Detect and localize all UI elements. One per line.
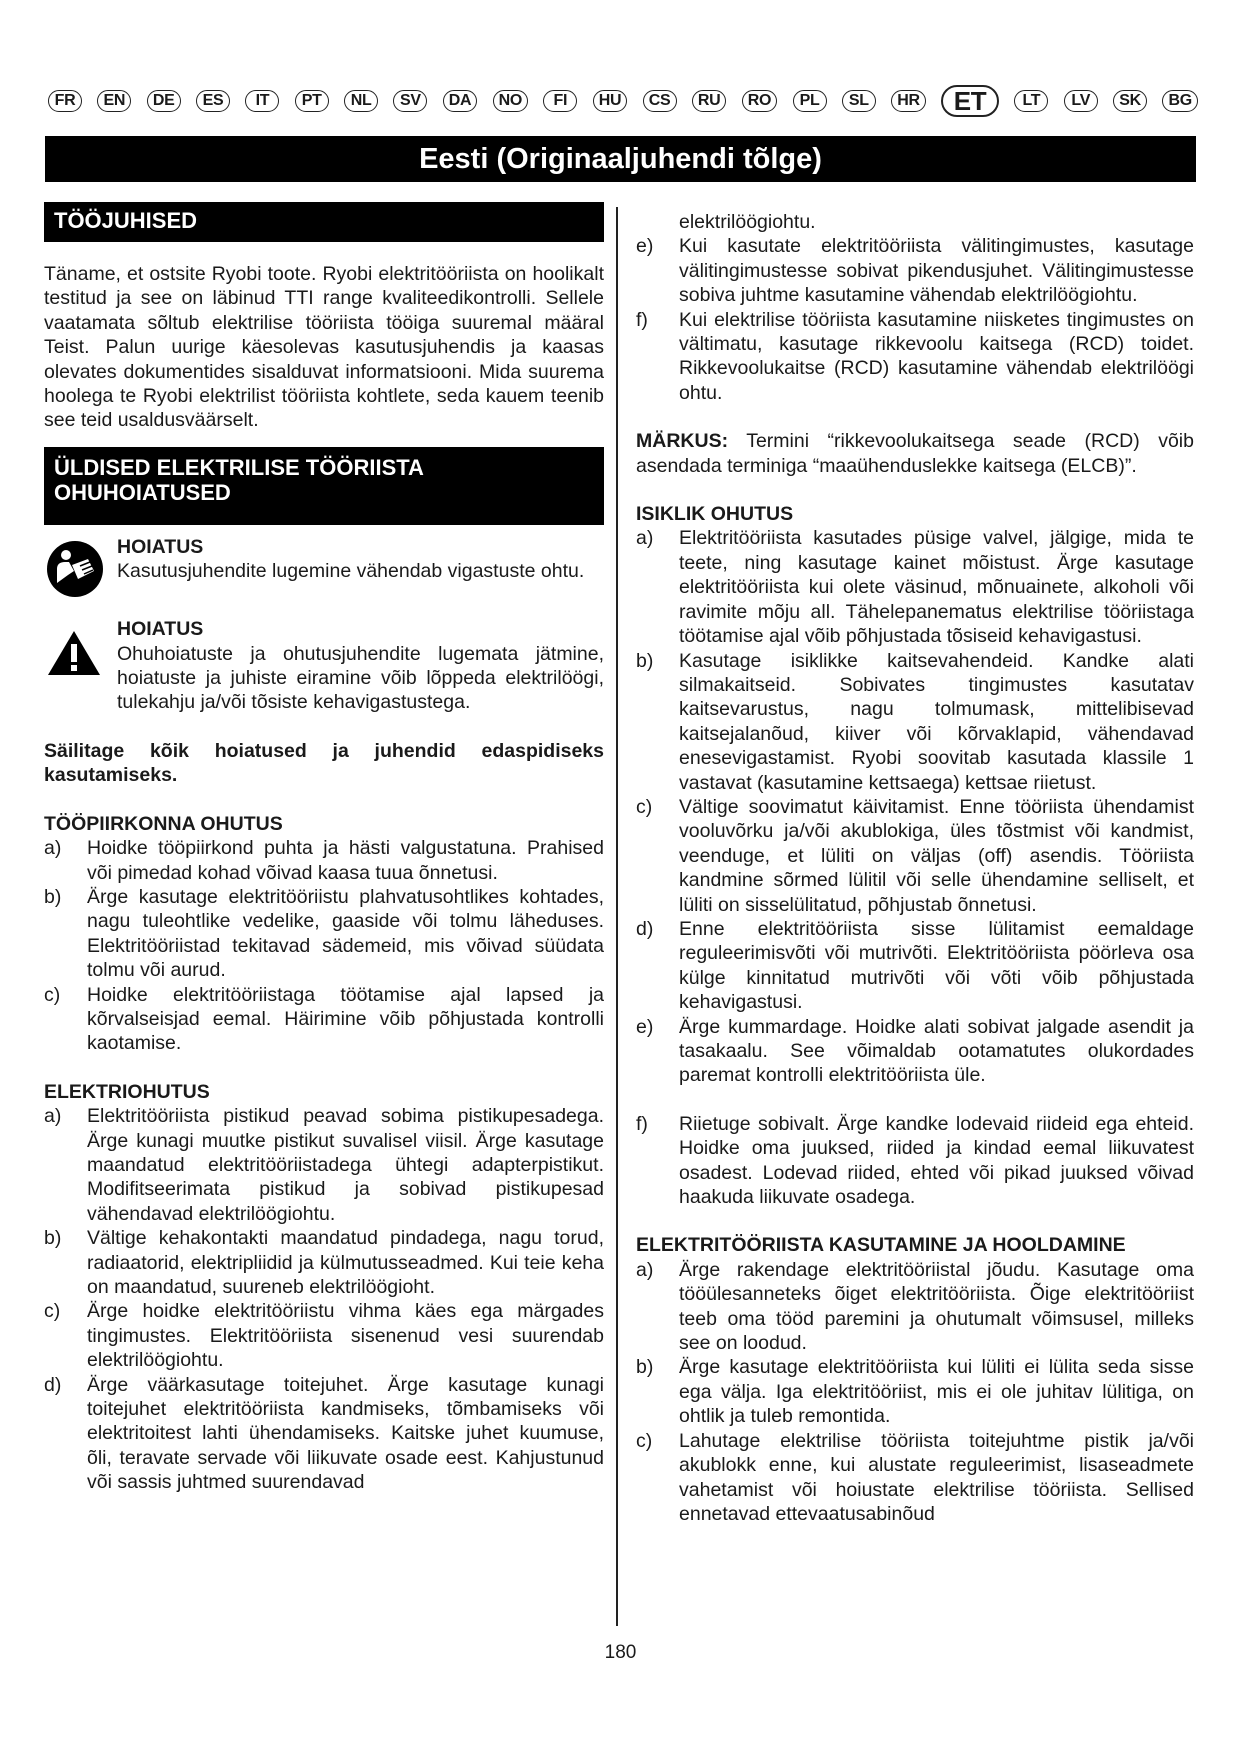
column-divider — [616, 207, 618, 1626]
read-manual-icon — [44, 535, 117, 603]
language-tab-de: DE — [147, 90, 181, 112]
list-item-label: b) — [44, 885, 62, 908]
list-item-label: a) — [636, 527, 654, 550]
electrical-safety-heading: ELEKTRIOHUTUS — [44, 1080, 210, 1103]
list-item — [636, 1112, 1194, 1210]
list-item — [636, 1015, 1194, 1088]
list-item — [636, 308, 1194, 406]
list-item-label: d) — [44, 1373, 62, 1396]
language-tab-es: ES — [196, 90, 230, 112]
page-number: 180 — [604, 1642, 637, 1663]
list-item-label: f) — [636, 308, 648, 331]
intro-paragraph: Täname, et ostsite Ryobi toote. Ryobi elektritööriista on hoolikalt testitud ja see on läbinud TTI range kvaliteedikontrolli. Sellele vaatamata sõltub elektrilise tööriista tööiga suuremal määral Teist. Palun uurige käesolevas kasutusjuhendis ja kaasas olevates dokumentides sisalduvat informatsiooni. Mida suurema hoolega te Ryobi elektrilist tööriista kohtlete, seda kauem teenib see teid usaldusväärselt. — [44, 263, 604, 432]
warning-text: Kasutusjuhendite lugemine vähendab vigastuste ohtu. — [117, 560, 585, 583]
list-item-text: Ärge rakendage elektritööriistal jõudu. Kasutage oma tööülesanneteks õiget elektritööriista. Õige elektritööriist teeb oma tööd paremini ja ohutumalt võimsusel, milleks see on loodud. — [679, 1258, 1194, 1355]
list-item — [636, 1355, 1194, 1428]
list-item-label: a) — [44, 837, 62, 860]
continued-text: elektrilöögiohtu. — [679, 211, 816, 233]
language-tab-it: IT — [245, 90, 279, 112]
list-item — [44, 1104, 604, 1226]
electrical-list — [44, 1104, 604, 1495]
list-item — [44, 836, 604, 885]
keep-instructions-note: Säilitage kõik hoiatused ja juhendid edaspidiseks kasutamiseks. — [44, 739, 604, 787]
work-area-safety-heading: TÖÖPIIRKONNA OHUTUS — [44, 812, 283, 835]
language-tab-fi: FI — [543, 90, 577, 112]
list-item-label: a) — [44, 1105, 62, 1128]
language-tab-ro: RO — [742, 90, 777, 112]
language-tab-pl: PL — [793, 90, 827, 112]
list-item — [44, 1373, 604, 1495]
list-item-label: f) — [636, 1112, 648, 1135]
left-column — [44, 202, 604, 1495]
list-item — [636, 526, 1194, 648]
page-title: Eesti (Originaaljuhendi tõlge) — [45, 136, 1196, 182]
right-column — [636, 210, 1194, 1526]
list-item — [44, 1299, 604, 1372]
language-tab-lv: LV — [1064, 90, 1098, 112]
list-item-text: Vältige kehakontakti maandatud pindadega, nagu torud, radiaatorid, elektripliidid ja külmutusseadmed. Kui teie keha on maandatud, suureneb elektrilöögioht. — [87, 1227, 604, 1298]
list-item-label: a) — [636, 1258, 654, 1281]
list-item-text: Vältige soovimatut käivitamist. Enne tööriista ühendamist vooluvõrku ja/või akublokiga, üles tõstmist või kandmist, veenduge, et lüliti on väljas (off) asendis. Tööriista kandmine sõrmed lülitil või selle ühendamine selliselt, et lüliti on sisselülitatud, põhjustab õnnetusi. — [679, 795, 1194, 916]
list-item — [636, 649, 1194, 795]
list-item-text: Ärge hoidke elektritööriistu vihma käes ega märgades tingimustes. Elektritööriista sisenenud vesi suurendab elektrilöögiohtu. — [87, 1300, 604, 1372]
electrical-list-continued — [636, 234, 1194, 405]
personal-safety-heading: ISIKLIK OHUTUS — [636, 503, 794, 526]
language-tab-sl: SL — [842, 90, 876, 112]
list-item-text: Kui elektrilise tööriista kasutamine niisketes tingimustes on vältimatu, kasutage rikkevoolu kaitsega (RCD) toidet. Rikkevoolukaitse (RCD) kasutamine vähendab elektrilöögi ohtu. — [679, 308, 1194, 404]
list-item-label: c) — [636, 1429, 653, 1452]
warning-title: HOIATUS — [117, 618, 204, 641]
list-item-label: c) — [44, 983, 61, 1006]
list-item-text: Kui kasutate elektritööriista välitingimustes, kasutage välitingimustesse sobivat pikendusjuhet. Välitingimustesse sobiva juhtme kasutamine vähendab elektrilöögiohtu. — [679, 235, 1194, 307]
tool-use-heading: ELEKTRITÖÖRIISTA KASUTAMINE JA HOOLDAMINE — [636, 1234, 1126, 1257]
personal-safety-list — [636, 526, 1194, 1209]
language-tab-nl: NL — [344, 90, 378, 112]
list-item-text: Riietuge sobivalt. Ärge kandke lodevaid riideid ega ehteid. Hoidke oma juuksed, riided ja kindad eemal liikuvatest osadest. Lodevad riided, ehted või pikad juuksed võivad haakuda liikuvate osadega. — [679, 1112, 1194, 1209]
list-item — [636, 795, 1194, 917]
list-item — [636, 234, 1194, 307]
language-tab-lt: LT — [1014, 90, 1048, 112]
section-heading-instructions: TÖÖJUHISED — [44, 202, 604, 242]
list-item — [44, 1226, 604, 1299]
warning-text: Ohuhoiatuste ja ohutusjuhendite lugemata jätmine, hoiatuste ja juhiste eiramine võib lõppeda elektrilöögi, tulekahju ja/või tõsiste kehavigastustega. — [117, 642, 604, 714]
list-item-label: b) — [636, 649, 654, 672]
list-item-label: c) — [636, 795, 653, 818]
list-item — [636, 917, 1194, 1015]
work-area-list — [44, 836, 604, 1056]
language-tab-sk: SK — [1113, 90, 1147, 112]
note-text: Termini “rikkevoolukaitsega seade (RCD) võib asendada terminiga “maaühenduslekke kaitsega (ELCB)”. — [636, 430, 1194, 477]
list-item-text: Elektritööriista pistikud peavad sobima pistikupesadega. Ärge kunagi muutke pistikut suvalisel viisil. Ärge kasutage maandatud elektritööriistadega ühtegi adapterpistikut. Modifitseerimata pistikud ja sobivad pistikupesad vähendavad elektrilöögiohtu. — [87, 1105, 604, 1225]
warning-read-manual — [44, 535, 604, 603]
list-item — [44, 983, 604, 1056]
list-item-text: Ärge kummardage. Hoidke alati sobivat jalgade asendit ja tasakaalu. See võimaldab ootamatutes olukordades paremat kontrolli elektritööriista üle. — [679, 1015, 1194, 1087]
language-tab-sv: SV — [393, 90, 427, 112]
list-item-label: b) — [44, 1227, 62, 1250]
note-label: MÄRKUS: — [636, 430, 729, 453]
list-item-text: Kasutage isiklikke kaitsevahendeid. Kandke alati silmakaitseid. Sobivates tingimustes kasutatav kaitsevarustus, nagu tolmumask, mittelibisevad kaitsejalanõud, kiiver või kõrvaklapid, vähendavad enesevigastamist. Ryobi soovitab kasutada klassile 1 vastavat (kasutamine kettsaega) kettsae riietust. — [679, 649, 1194, 794]
language-tab-bg: BG — [1162, 90, 1197, 112]
list-item-label: e) — [636, 1015, 654, 1038]
list-item-text: Ärge kasutage elektritööriista kui lüliti ei lülita seda sisse ega välja. Iga elektritööriist, mis ei ole juhitav lülitiga, on ohtlik ja tuleb remontida. — [679, 1356, 1194, 1428]
section-heading-general-warnings: ÜLDISED ELEKTRILISE TÖÖRIISTA OHUHOIATUSED — [44, 447, 604, 525]
language-tab-no: NO — [493, 90, 528, 112]
warning-triangle-icon — [44, 617, 117, 715]
tool-use-list — [636, 1258, 1194, 1526]
list-item-text: Hoidke elektritööriistaga töötamise ajal lapsed ja kõrvalseisjad eemal. Häirimine võib põhjustada kontrolli kaotamise. — [87, 983, 604, 1055]
language-tab-ru: RU — [692, 90, 727, 112]
list-item — [636, 1258, 1194, 1356]
warning-title: HOIATUS — [117, 535, 204, 558]
list-item — [636, 1429, 1194, 1527]
list-item-text: Hoidke tööpiirkond puhta ja hästi valgustatuna. Prahised või pimedad kohad võivad kaasa tuua õnnetusi. — [87, 837, 604, 884]
list-item-text: Ärge kasutage elektritööriistu plahvatusohtlikes kohtades, nagu tuleohtlike vedelike, gaaside või tolmu läheduses. Elektritööriistad tekitavad sädemeid, mis võivad süüdata tolmu või aurud. — [87, 885, 604, 982]
list-item-text: Elektritööriista kasutades püsige valvel, jälgige, mida te teete, ning kasutage kainet mõistust. Ärge kasutage elektritööriista kui olete väsinud, mõnuainete, alkoholi või ravimite mõju all. Tähelepanematus elektrilise tööriistaga töötamise ajal võib põhjustada tõsiseid kehavigastusi. — [679, 527, 1194, 648]
language-tab-hu: HU — [593, 90, 628, 112]
list-item-label: c) — [44, 1300, 61, 1323]
language-tab-cs: CS — [643, 90, 677, 112]
language-tab-hr: HR — [891, 90, 926, 112]
language-tab-en: EN — [97, 90, 131, 112]
note-paragraph — [636, 429, 1194, 478]
language-tab-da: DA — [443, 90, 478, 112]
language-tab-fr: FR — [48, 90, 82, 112]
language-tab-et: ET — [941, 85, 999, 117]
list-item-text: Ärge väärkasutage toitejuhet. Ärge kasutage kunagi toitejuhet elektritööriista kandmiseks, tõmbamiseks või elektritoitest lahti ühendamiseks. Kaitske juhet kuumuse, õli, teravate servade või liikuvate osade eest. Kahjustunud või sassis juhtmed suurendavad — [87, 1373, 604, 1494]
list-item-text: Enne elektritööriista sisse lülitamist eemaldage reguleerimisvõti või mutrivõti. Elektritööriista pöörleva osa külge kinnitatud mutrivõti või võti võib põhjustada kehavigastusi. — [679, 917, 1194, 1014]
list-item — [44, 885, 604, 983]
list-item-label: e) — [636, 235, 654, 258]
warning-safety-instructions — [44, 617, 604, 715]
list-item-label: d) — [636, 917, 654, 940]
list-item-label: b) — [636, 1356, 654, 1379]
list-item-text: Lahutage elektrilise tööriista toitejuhtme pistik ja/või akublokk enne, kui alustate reguleerimist, lisaseadmete vahetamist või hoiustate elektrilise tööriista. Sellised ennetavad ettevaatusabinõud — [679, 1429, 1194, 1525]
language-bar — [48, 85, 1198, 116]
language-tab-pt: PT — [295, 90, 329, 112]
